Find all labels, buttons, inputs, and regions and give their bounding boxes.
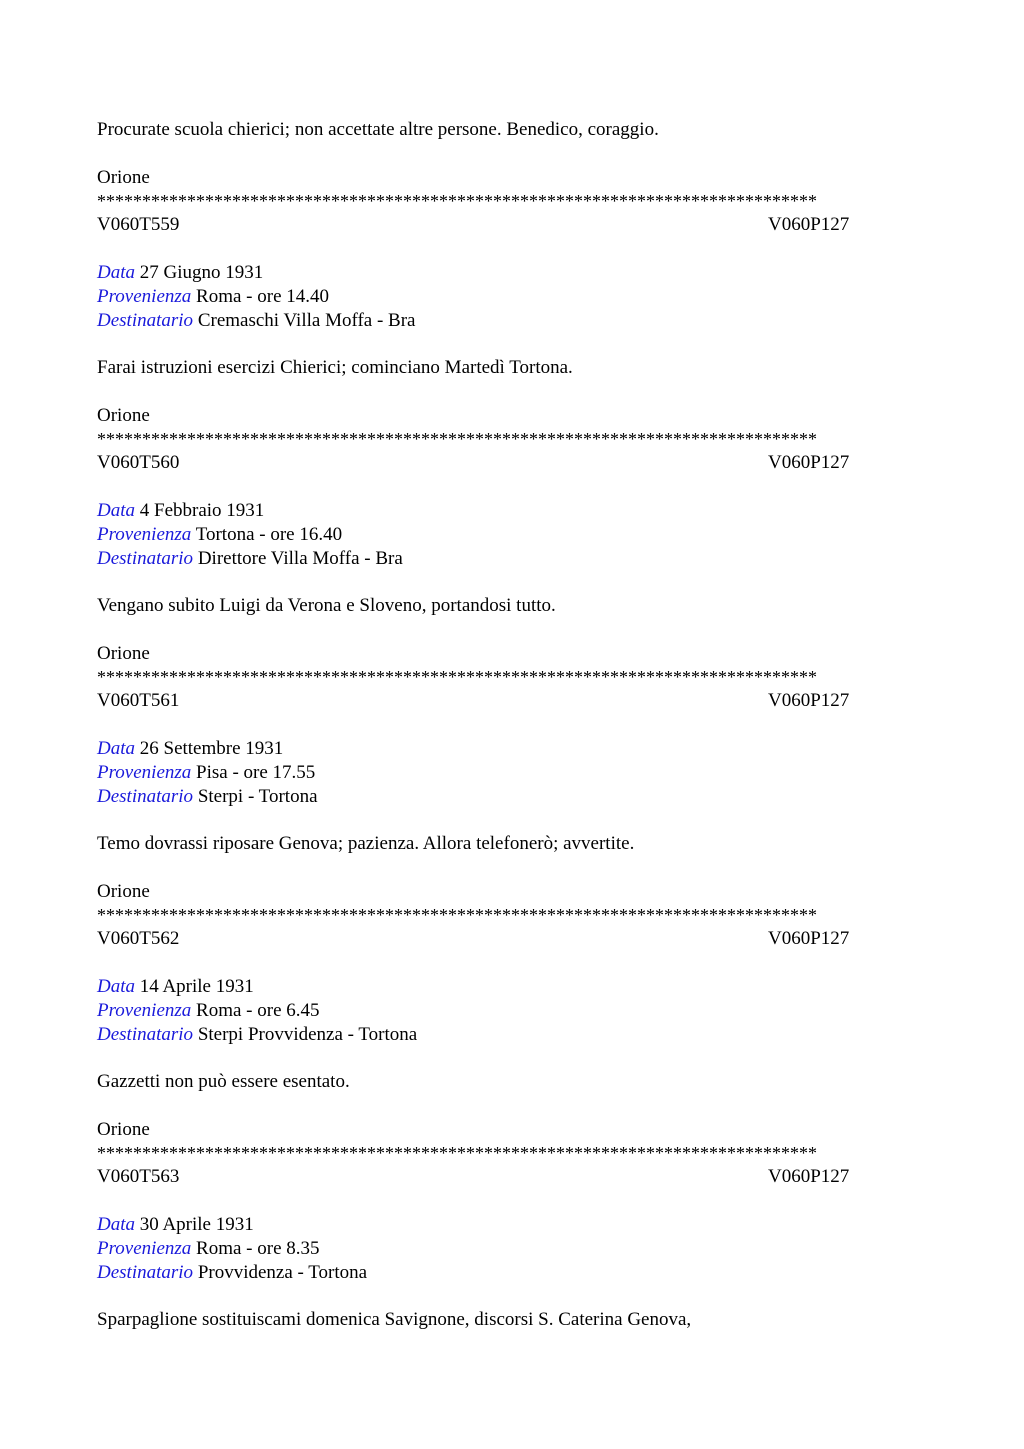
entry-destinatario [97, 1023, 927, 1047]
spacer [97, 333, 927, 357]
provenienza-label: Provenienza [97, 523, 192, 545]
provenienza-value: Roma - ore 14.40 [196, 285, 330, 307]
spacer [97, 237, 927, 261]
data-label: Data [97, 1213, 135, 1235]
spacer [97, 856, 927, 880]
provenienza-value: Roma - ore 8.35 [196, 1237, 320, 1259]
spacer [97, 380, 927, 404]
data-value: 27 Giugno 1931 [139, 261, 264, 283]
entry-message: Sparpaglione sostituiscami domenica Savignone, discorsi S. Caterina Genova, [97, 1309, 692, 1330]
entry-provenienza [97, 1237, 927, 1261]
entry-message: Gazzetti non può essere esentato. [97, 1071, 350, 1092]
entry-id-row [97, 689, 927, 713]
provenienza-value: Roma - ore 6.45 [196, 999, 320, 1021]
spacer [97, 1285, 927, 1309]
entry-ref: V060P127 [768, 1166, 850, 1187]
destinatario-label: Destinatario [97, 785, 194, 807]
entry-ref: V060P127 [768, 690, 850, 711]
entry-data [97, 261, 927, 285]
provenienza-value: Pisa - ore 17.55 [196, 761, 316, 783]
document-page [97, 118, 927, 1332]
entry-data [97, 1213, 927, 1237]
separator: ******************************************************************************** [97, 190, 817, 211]
provenienza-label: Provenienza [97, 285, 192, 307]
spacer [97, 1189, 927, 1213]
destinatario-value: Direttore Villa Moffa - Bra [197, 547, 403, 569]
destinatario-value: Provvidenza - Tortona [197, 1261, 368, 1283]
separator: ******************************************************************************** [97, 1142, 817, 1163]
data-label: Data [97, 975, 135, 997]
spacer [97, 142, 927, 166]
entry-id-row [97, 451, 927, 475]
entry-ref: V060P127 [768, 928, 850, 949]
entry-code: V060T563 [97, 1166, 180, 1187]
destinatario-value: Sterpi Provvidenza - Tortona [197, 1023, 418, 1045]
entry-message: Farai istruzioni esercizi Chierici; cominciano Martedì Tortona. [97, 357, 573, 378]
data-label: Data [97, 499, 135, 521]
data-value: 4 Febbraio 1931 [139, 499, 265, 521]
provenienza-value: Tortona - ore 16.40 [195, 523, 343, 545]
destinatario-label: Destinatario [97, 547, 194, 569]
entry-id-row [97, 213, 927, 237]
entry-message: Temo dovrassi riposare Genova; pazienza. Allora telefonerò; avvertite. [97, 833, 635, 854]
spacer [97, 618, 927, 642]
entry-destinatario [97, 309, 927, 333]
data-value: 30 Aprile 1931 [139, 1213, 254, 1235]
separator: ******************************************************************************** [97, 904, 817, 925]
spacer [97, 951, 927, 975]
entry-ref: V060P127 [768, 452, 850, 473]
data-value: 14 Aprile 1931 [139, 975, 254, 997]
entry-code: V060T559 [97, 214, 180, 235]
entry-signature: Orione [97, 404, 150, 426]
destinatario-label: Destinatario [97, 1023, 194, 1045]
data-label: Data [97, 737, 135, 759]
destinatario-value: Sterpi - Tortona [197, 785, 318, 807]
entry-data [97, 499, 927, 523]
entry-ref: V060P127 [768, 214, 850, 235]
spacer [97, 1047, 927, 1071]
provenienza-label: Provenienza [97, 999, 192, 1021]
entry-provenienza [97, 523, 927, 547]
entry-code: V060T560 [97, 452, 180, 473]
entry-code: V060T561 [97, 690, 180, 711]
destinatario-label: Destinatario [97, 309, 194, 331]
entry-signature: Orione [97, 880, 150, 902]
entry-data [97, 737, 927, 761]
separator: ******************************************************************************** [97, 428, 817, 449]
entry-provenienza [97, 761, 927, 785]
destinatario-label: Destinatario [97, 1261, 194, 1283]
entry-message: Vengano subito Luigi da Verona e Sloveno, portandosi tutto. [97, 595, 556, 616]
intro-signature: Orione [97, 166, 150, 188]
data-label: Data [97, 261, 135, 283]
spacer [97, 809, 927, 833]
spacer [97, 1094, 927, 1118]
spacer [97, 713, 927, 737]
spacer [97, 475, 927, 499]
entry-id-row [97, 927, 927, 951]
separator: ******************************************************************************** [97, 666, 817, 687]
entry-data [97, 975, 927, 999]
entry-id-row [97, 1165, 927, 1189]
entry-destinatario [97, 785, 927, 809]
entry-signature: Orione [97, 642, 150, 664]
data-value: 26 Settembre 1931 [139, 737, 284, 759]
intro-message: Procurate scuola chierici; non accettate altre persone. Benedico, coraggio. [97, 119, 659, 140]
entry-code: V060T562 [97, 928, 180, 949]
entry-provenienza [97, 285, 927, 309]
entry-provenienza [97, 999, 927, 1023]
spacer [97, 571, 927, 595]
destinatario-value: Cremaschi Villa Moffa - Bra [197, 309, 416, 331]
provenienza-label: Provenienza [97, 1237, 192, 1259]
entry-destinatario [97, 547, 927, 571]
entry-destinatario [97, 1261, 927, 1285]
entry-signature: Orione [97, 1118, 150, 1140]
provenienza-label: Provenienza [97, 761, 192, 783]
